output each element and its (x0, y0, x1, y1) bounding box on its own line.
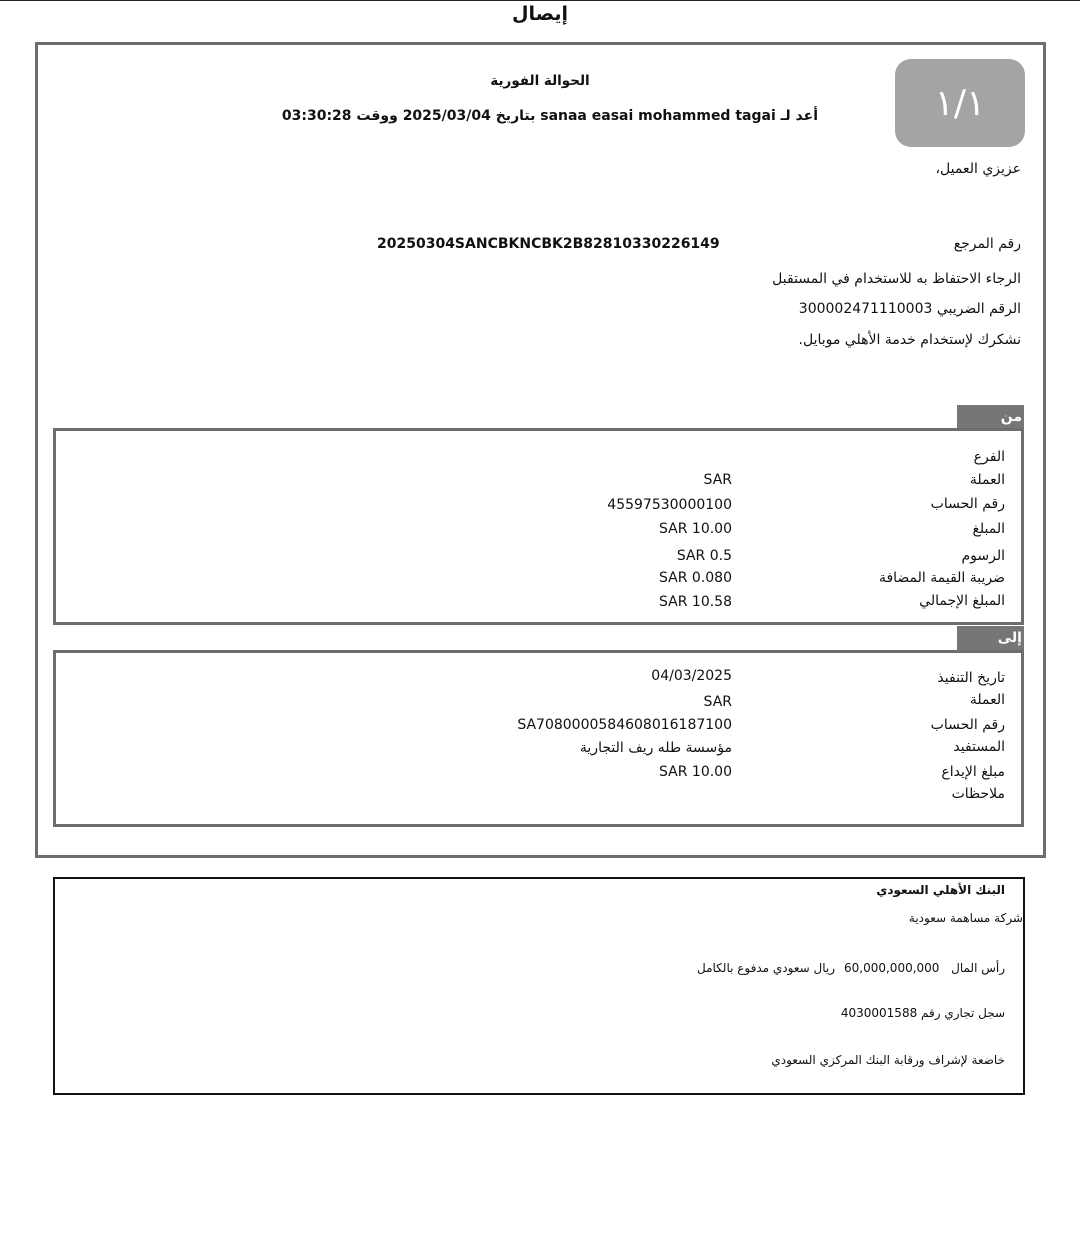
document-title: إيصال (512, 3, 568, 25)
from-value-total: 10.58 SAR (659, 594, 732, 610)
company-type: شركة مساهمة سعودية (908, 911, 1023, 925)
page-badge: ١/١ (895, 59, 1025, 147)
to-label-notes: ملاحظات (951, 786, 1005, 802)
from-value-vat: 0.080 SAR (659, 570, 732, 586)
prepared-line: أعد لـ sanaa easai mohammed tagai بتاريخ 2025/03/04 ووقت 03:30:28 (281, 108, 818, 124)
to-value-account: SA7080000584608016187100 (517, 717, 732, 733)
to-label-beneficiary: المستفيد (953, 739, 1005, 755)
thanks-note: نشكرك لإستخدام خدمة الأهلي موبايل. (798, 332, 1021, 348)
to-value-deposit: 10.00 SAR (659, 764, 732, 780)
from-value-fees: 0.5 SAR (676, 548, 732, 564)
from-label-account: رقم الحساب (930, 496, 1005, 512)
from-section-box (53, 428, 1024, 625)
from-label-branch: الفرع (973, 449, 1005, 465)
supervision-line: خاضعة لإشراف ورقابة البنك المركزي السعودي (771, 1053, 1005, 1067)
to-section-tab: إلى (957, 626, 1024, 650)
reference-label: رقم المرجع (953, 236, 1021, 252)
from-label-vat: ضريبة القيمة المضافة (878, 570, 1005, 586)
reference-value: 20250304SANCBKNCBK2B82810330226149 (377, 236, 720, 252)
to-label-currency: العملة (969, 692, 1005, 708)
from-label-currency: العملة (969, 472, 1005, 488)
from-value-currency: SAR (703, 472, 732, 488)
bank-name: البنك الأهلي السعودي (876, 883, 1005, 897)
from-label-total: المبلغ الإجمالي (919, 593, 1005, 609)
to-value-beneficiary: مؤسسة طله ريف التجارية (579, 740, 732, 756)
keep-note: الرجاء الاحتفاظ به للاستخدام في المستقبل (772, 271, 1021, 287)
capital-suffix: ريال سعودي مدفوع بالكامل (696, 961, 835, 975)
from-value-account: 45597530000100 (607, 497, 732, 513)
to-value-currency: SAR (703, 694, 732, 710)
tax-number: الرقم الضريبي 300002471110003 (798, 301, 1021, 317)
registry-line: سجل تجاري رقم 4030001588 (840, 1006, 1005, 1020)
top-rule (0, 0, 1080, 1)
to-value-exec-date: 04/03/2025 (651, 668, 732, 684)
from-label-amount: المبلغ (972, 521, 1005, 537)
to-label-account: رقم الحساب (930, 717, 1005, 733)
to-section-box (53, 650, 1024, 827)
to-label-deposit: مبلغ الإيداع (941, 764, 1005, 780)
capital-amount: 60,000,000,000 (844, 961, 940, 975)
capital-label: رأس المال (951, 961, 1005, 975)
greeting: عزيزي العميل، (935, 161, 1021, 177)
to-label-exec-date: تاريخ التنفيذ (937, 670, 1005, 686)
transfer-type: الحوالة الفورية (490, 73, 590, 89)
from-label-fees: الرسوم (961, 548, 1005, 564)
from-section-tab: من (957, 405, 1024, 429)
from-value-amount: 10.00 SAR (659, 521, 732, 537)
